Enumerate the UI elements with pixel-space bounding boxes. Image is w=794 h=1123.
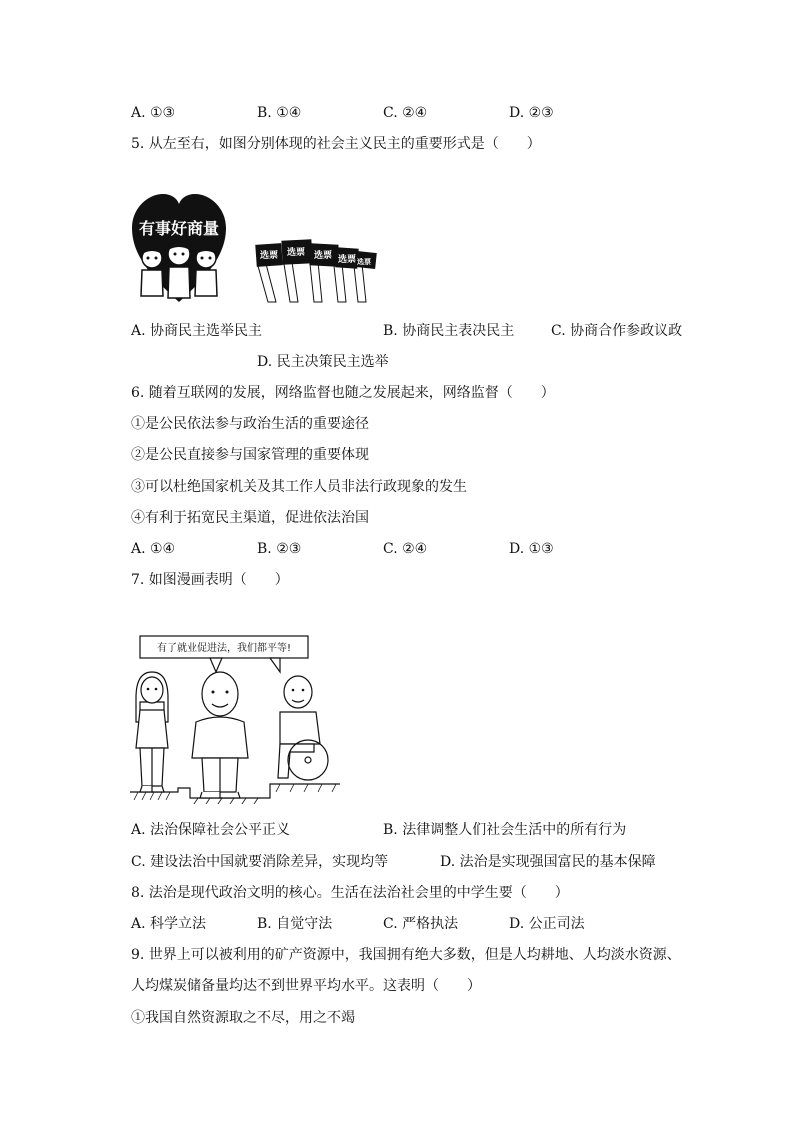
- q5-stem: 5. 从左至右，如图分别体现的社会主义民主的重要形式是（ ）: [131, 136, 541, 152]
- q5-option-b: B. 协商民主表决民主: [383, 323, 515, 339]
- q7-option-d: D. 法治是实现强国富民的基本保障: [440, 854, 656, 870]
- q4-option-c: C. ②④: [383, 105, 428, 121]
- q8-option-b: B. 自觉守法: [257, 916, 333, 932]
- q5-ballot-5: 选票: [357, 258, 371, 266]
- q4-option-a: A. ①③: [131, 105, 176, 121]
- q6-stem: 6. 随着互联网的发展，网络监督也随之发展起来，网络监督（ ）: [131, 385, 555, 401]
- q4-option-d: D. ②③: [509, 105, 554, 121]
- q5-ballot-2: 选票: [287, 248, 306, 258]
- q8-stem: 8. 法治是现代政治文明的核心。生活在法治社会里的中学生要（ ）: [131, 885, 569, 901]
- q5-heart-text: 有事好商量: [138, 219, 220, 238]
- q7-option-b: B. 法律调整人们社会生活中的所有行为: [383, 822, 627, 838]
- speech-bubble: [140, 636, 308, 672]
- q8-option-a: A. 科学立法: [131, 916, 207, 932]
- q6-item-1: ①是公民依法参与政治生活的重要途径: [131, 416, 369, 432]
- q4-option-b: B. ①④: [257, 105, 302, 121]
- q9-stem-line2: 人均煤炭储备量均达不到世界平均水平。这表明（ ）: [131, 978, 481, 994]
- q6-item-3: ③可以杜绝国家机关及其工作人员非法行政现象的发生: [131, 479, 467, 495]
- q5-option-a: A. 协商民主选举民主: [131, 323, 263, 339]
- q6-option-c: C. ②④: [383, 541, 428, 557]
- q5-ballot-4: 选票: [338, 255, 357, 265]
- q5-heart-figure: [130, 192, 228, 304]
- q5-option-d: D. 民主决策民主选举: [257, 354, 389, 370]
- q7-option-c: C. 建设法治中国就要消除差异，实现均等: [131, 854, 389, 870]
- q6-item-4: ④有利于拓宽民主渠道，促进依法治国: [131, 510, 369, 526]
- q7-stem: 7. 如图漫画表明（ ）: [131, 572, 289, 588]
- q7-speech-text: 有了就业促进法，我们都平等!: [156, 643, 292, 654]
- q6-item-2: ②是公民直接参与国家管理的重要体现: [131, 447, 369, 463]
- q5-ballot-figure: [254, 236, 378, 304]
- q8-option-c: C. 严格执法: [383, 916, 459, 932]
- q9-item-1: ①我国自然资源取之不尽，用之不竭: [131, 1010, 355, 1026]
- q6-option-b: B. ②③: [257, 541, 302, 557]
- q6-option-d: D. ①③: [509, 541, 554, 557]
- q5-ballot-1: 选票: [260, 251, 279, 261]
- q5-option-c: C. 协商合作参政议政: [551, 323, 683, 339]
- q8-option-d: D. 公正司法: [509, 916, 585, 932]
- q6-option-a: A. ①④: [131, 541, 176, 557]
- q9-stem-line1: 9. 世界上可以被利用的矿产资源中，我国拥有绝大多数，但是人均耕地、人均淡水资源、: [131, 947, 681, 963]
- q7-cartoon: [130, 632, 340, 804]
- q7-option-a: A. 法治保障社会公平正义: [131, 822, 291, 838]
- q5-ballot-3: 选票: [314, 251, 333, 261]
